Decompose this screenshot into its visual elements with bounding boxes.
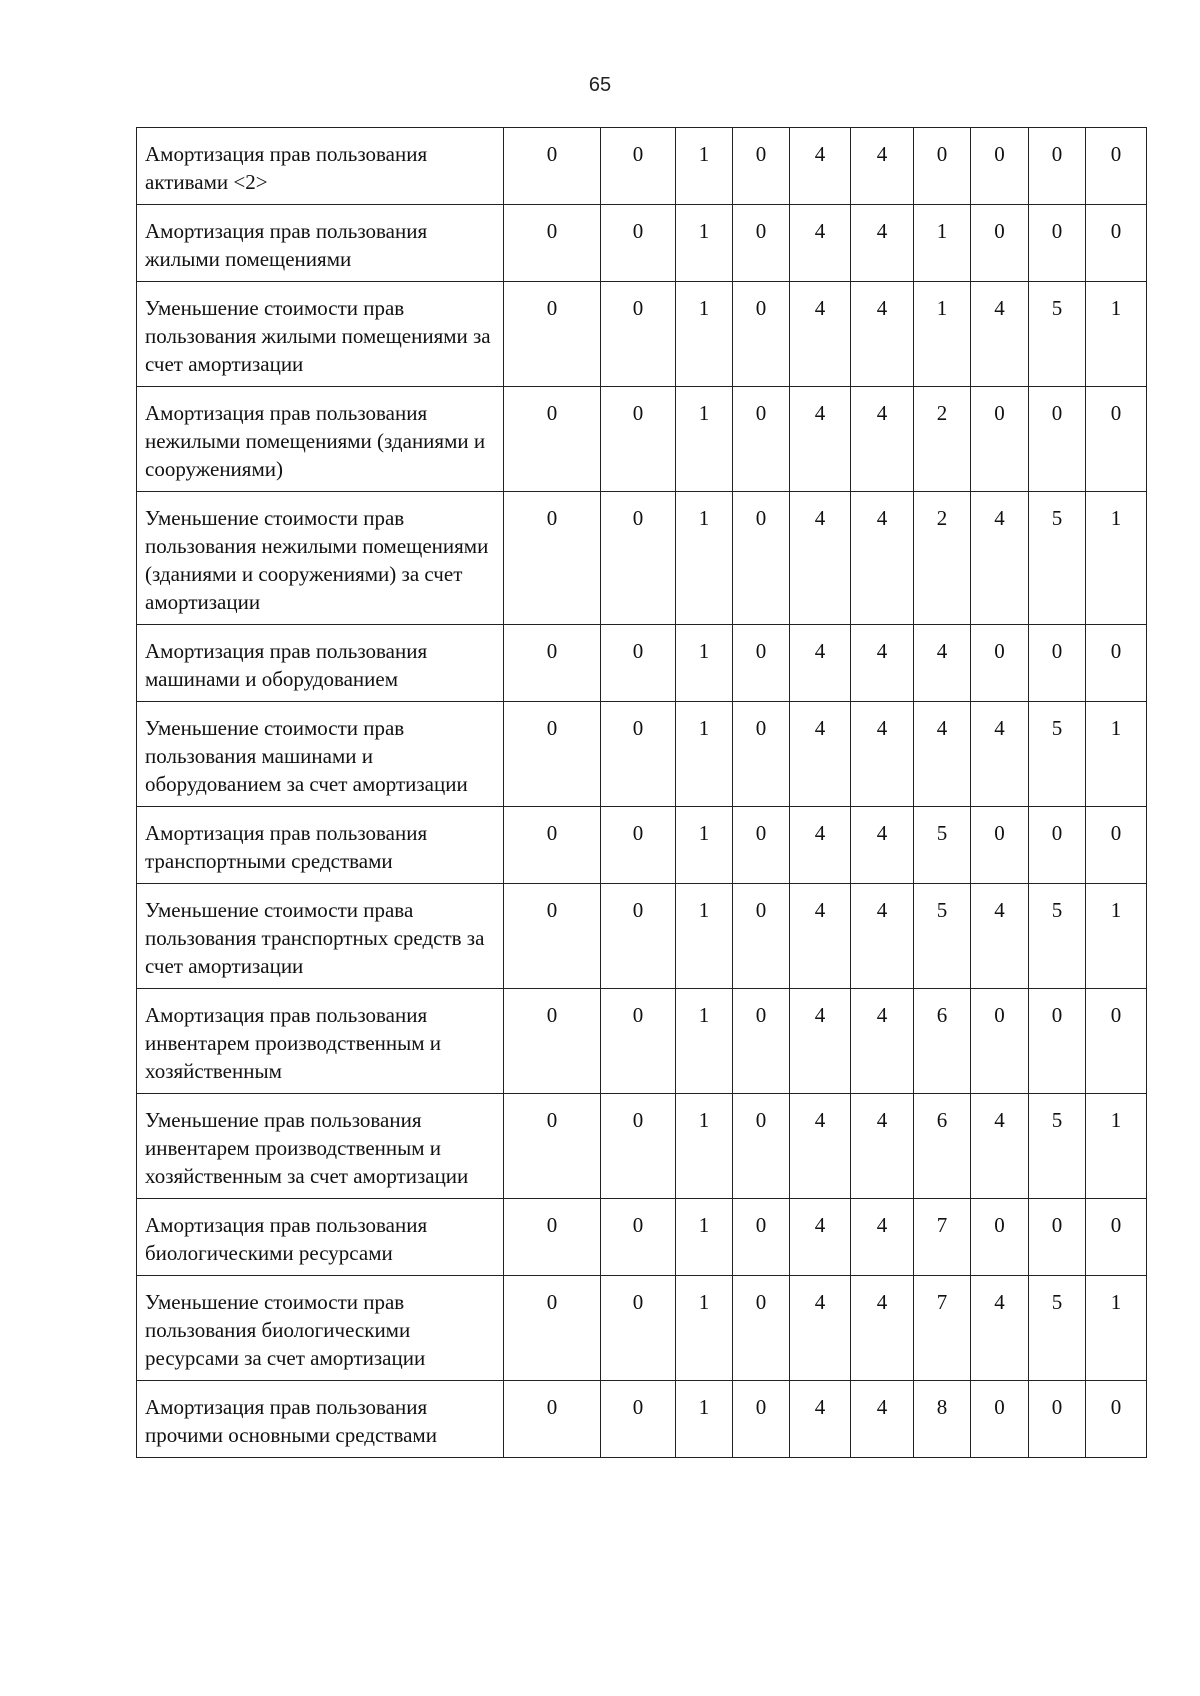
table-row: [137, 282, 1147, 387]
code-digit-cell: 0: [971, 205, 1029, 282]
code-digit-cell: 4: [851, 205, 914, 282]
code-digit-cell: 5: [1029, 282, 1086, 387]
code-digit-cell: 0: [1029, 625, 1086, 702]
code-digit-cell: 4: [851, 128, 914, 205]
code-digit-cell: 0: [1086, 1199, 1147, 1276]
code-digit-cell: 4: [790, 884, 851, 989]
code-digit-cell: 4: [851, 1381, 914, 1458]
code-digit-cell: 0: [733, 1276, 790, 1381]
account-name-cell: Уменьшение стоимости прав пользования нежилыми помещениями (зданиями и сооружениями) за счет амортизации: [137, 492, 504, 625]
table-body: [137, 128, 1147, 1458]
code-digit-cell: 4: [851, 1094, 914, 1199]
code-digit-cell: 0: [601, 205, 676, 282]
code-digit-cell: 4: [971, 282, 1029, 387]
code-digit-cell: 0: [733, 492, 790, 625]
code-digit-cell: 8: [914, 1381, 971, 1458]
code-digit-cell: 0: [1086, 205, 1147, 282]
code-digit-cell: 0: [504, 387, 601, 492]
table-row: [137, 989, 1147, 1094]
code-digit-cell: 5: [914, 807, 971, 884]
code-digit-cell: 0: [971, 1199, 1029, 1276]
account-name-cell: Амортизация прав пользования активами <2>: [137, 128, 504, 205]
code-digit-cell: 4: [914, 625, 971, 702]
code-digit-cell: 0: [733, 884, 790, 989]
code-digit-cell: 4: [790, 282, 851, 387]
code-digit-cell: 1: [676, 387, 733, 492]
code-digit-cell: 6: [914, 1094, 971, 1199]
account-name-cell: Уменьшение стоимости прав пользования машинами и оборудованием за счет амортизации: [137, 702, 504, 807]
code-digit-cell: 7: [914, 1199, 971, 1276]
code-digit-cell: 0: [504, 1381, 601, 1458]
account-name-cell: Амортизация прав пользования инвентарем производственным и хозяйственным: [137, 989, 504, 1094]
code-digit-cell: 4: [790, 387, 851, 492]
code-digit-cell: 5: [1029, 1094, 1086, 1199]
code-digit-cell: 0: [601, 884, 676, 989]
code-digit-cell: 0: [504, 807, 601, 884]
code-digit-cell: 0: [733, 989, 790, 1094]
code-digit-cell: 4: [790, 625, 851, 702]
table-row: [137, 128, 1147, 205]
code-digit-cell: 0: [601, 128, 676, 205]
account-name-cell: Уменьшение прав пользования инвентарем производственным и хозяйственным за счет амортизации: [137, 1094, 504, 1199]
code-digit-cell: 4: [971, 1094, 1029, 1199]
code-digit-cell: 0: [504, 1276, 601, 1381]
code-digit-cell: 5: [1029, 492, 1086, 625]
code-digit-cell: 2: [914, 387, 971, 492]
table-row: [137, 1381, 1147, 1458]
code-digit-cell: 0: [733, 205, 790, 282]
code-digit-cell: 4: [790, 1276, 851, 1381]
code-digit-cell: 1: [676, 1276, 733, 1381]
code-digit-cell: 2: [914, 492, 971, 625]
table-row: [137, 702, 1147, 807]
code-digit-cell: 5: [914, 884, 971, 989]
code-digit-cell: 0: [504, 1094, 601, 1199]
table-row: [137, 387, 1147, 492]
code-digit-cell: 1: [1086, 492, 1147, 625]
page-number: 65: [588, 74, 612, 96]
account-name-cell: Уменьшение стоимости прав пользования жилыми помещениями за счет амортизации: [137, 282, 504, 387]
code-digit-cell: 5: [1029, 1276, 1086, 1381]
code-digit-cell: 0: [504, 1199, 601, 1276]
table-row: [137, 492, 1147, 625]
code-digit-cell: 0: [504, 128, 601, 205]
code-digit-cell: 0: [733, 1381, 790, 1458]
code-digit-cell: 0: [733, 1199, 790, 1276]
code-digit-cell: 0: [504, 625, 601, 702]
code-digit-cell: 0: [1029, 989, 1086, 1094]
code-digit-cell: 4: [790, 1094, 851, 1199]
code-digit-cell: 1: [1086, 1094, 1147, 1199]
code-digit-cell: 4: [851, 807, 914, 884]
code-digit-cell: 5: [1029, 702, 1086, 807]
account-name-cell: Амортизация прав пользования биологическими ресурсами: [137, 1199, 504, 1276]
code-digit-cell: 0: [601, 1381, 676, 1458]
code-digit-cell: 0: [601, 282, 676, 387]
code-digit-cell: 0: [504, 492, 601, 625]
code-digit-cell: 4: [851, 1199, 914, 1276]
code-digit-cell: 5: [1029, 884, 1086, 989]
code-digit-cell: 1: [1086, 702, 1147, 807]
code-digit-cell: 0: [733, 625, 790, 702]
code-digit-cell: 4: [790, 702, 851, 807]
account-name-cell: Амортизация прав пользования нежилыми помещениями (зданиями и сооружениями): [137, 387, 504, 492]
code-digit-cell: 0: [504, 702, 601, 807]
code-digit-cell: 0: [1086, 807, 1147, 884]
code-digit-cell: 1: [676, 702, 733, 807]
code-digit-cell: 0: [733, 282, 790, 387]
code-digit-cell: 0: [601, 1094, 676, 1199]
code-digit-cell: 0: [1029, 1199, 1086, 1276]
code-digit-cell: 0: [1086, 387, 1147, 492]
code-digit-cell: 4: [971, 884, 1029, 989]
code-digit-cell: 1: [676, 1199, 733, 1276]
table-row: [137, 1199, 1147, 1276]
account-name-cell: Амортизация прав пользования машинами и оборудованием: [137, 625, 504, 702]
code-digit-cell: 0: [504, 884, 601, 989]
code-digit-cell: 0: [1029, 387, 1086, 492]
code-digit-cell: 1: [676, 625, 733, 702]
code-digit-cell: 4: [851, 625, 914, 702]
code-digit-cell: 1: [1086, 1276, 1147, 1381]
code-digit-cell: 0: [601, 702, 676, 807]
table-row: [137, 205, 1147, 282]
code-digit-cell: 4: [790, 128, 851, 205]
code-digit-cell: 1: [676, 989, 733, 1094]
code-digit-cell: 4: [790, 205, 851, 282]
code-digit-cell: 0: [1029, 807, 1086, 884]
code-digit-cell: 1: [676, 1381, 733, 1458]
account-name-cell: Уменьшение стоимости права пользования транспортных средств за счет амортизации: [137, 884, 504, 989]
code-digit-cell: 4: [971, 702, 1029, 807]
code-digit-cell: 0: [601, 492, 676, 625]
code-digit-cell: 4: [914, 702, 971, 807]
code-digit-cell: 4: [851, 884, 914, 989]
code-digit-cell: 0: [733, 128, 790, 205]
code-digit-cell: 4: [851, 989, 914, 1094]
code-digit-cell: 4: [971, 492, 1029, 625]
code-digit-cell: 4: [851, 387, 914, 492]
code-digit-cell: 6: [914, 989, 971, 1094]
account-name-cell: Амортизация прав пользования прочими основными средствами: [137, 1381, 504, 1458]
code-digit-cell: 1: [1086, 282, 1147, 387]
code-digit-cell: 0: [1029, 205, 1086, 282]
code-digit-cell: 0: [1086, 1381, 1147, 1458]
code-digit-cell: 4: [851, 702, 914, 807]
code-digit-cell: 4: [790, 492, 851, 625]
code-digit-cell: 0: [601, 807, 676, 884]
code-digit-cell: 1: [914, 205, 971, 282]
code-digit-cell: 1: [676, 205, 733, 282]
code-digit-cell: 1: [676, 128, 733, 205]
code-digit-cell: 0: [504, 205, 601, 282]
code-digit-cell: 0: [601, 1199, 676, 1276]
code-digit-cell: 0: [971, 128, 1029, 205]
code-digit-cell: 0: [1086, 989, 1147, 1094]
code-digit-cell: 1: [676, 807, 733, 884]
code-digit-cell: 4: [790, 1381, 851, 1458]
code-digit-cell: 0: [1086, 625, 1147, 702]
table-row: [137, 807, 1147, 884]
code-digit-cell: 4: [851, 492, 914, 625]
table-row: [137, 884, 1147, 989]
account-name-cell: Амортизация прав пользования транспортными средствами: [137, 807, 504, 884]
account-code-table: [136, 127, 1147, 1458]
table-row: [137, 625, 1147, 702]
code-digit-cell: 0: [971, 989, 1029, 1094]
code-digit-cell: 0: [1029, 128, 1086, 205]
code-digit-cell: 4: [851, 282, 914, 387]
code-digit-cell: 0: [601, 1276, 676, 1381]
account-name-cell: Амортизация прав пользования жилыми помещениями: [137, 205, 504, 282]
code-digit-cell: 4: [790, 989, 851, 1094]
code-digit-cell: 4: [790, 1199, 851, 1276]
code-digit-cell: 4: [851, 1276, 914, 1381]
code-digit-cell: 0: [733, 1094, 790, 1199]
code-digit-cell: 4: [971, 1276, 1029, 1381]
code-digit-cell: 0: [504, 282, 601, 387]
code-digit-cell: 1: [676, 282, 733, 387]
code-digit-cell: 0: [733, 807, 790, 884]
table-row: [137, 1094, 1147, 1199]
code-digit-cell: 0: [1029, 1381, 1086, 1458]
code-digit-cell: 0: [601, 387, 676, 492]
code-digit-cell: 7: [914, 1276, 971, 1381]
code-digit-cell: 0: [601, 989, 676, 1094]
code-digit-cell: 1: [676, 492, 733, 625]
code-digit-cell: 0: [504, 989, 601, 1094]
code-digit-cell: 0: [971, 387, 1029, 492]
code-digit-cell: 0: [1086, 128, 1147, 205]
code-digit-cell: 1: [1086, 884, 1147, 989]
code-digit-cell: 0: [971, 807, 1029, 884]
code-digit-cell: 1: [676, 884, 733, 989]
account-name-cell: Уменьшение стоимости прав пользования биологическими ресурсами за счет амортизации: [137, 1276, 504, 1381]
code-digit-cell: 0: [601, 625, 676, 702]
code-digit-cell: 4: [790, 807, 851, 884]
code-digit-cell: 1: [914, 282, 971, 387]
table-row: [137, 1276, 1147, 1381]
code-digit-cell: 0: [914, 128, 971, 205]
code-digit-cell: 0: [971, 625, 1029, 702]
code-digit-cell: 0: [733, 387, 790, 492]
code-digit-cell: 0: [971, 1381, 1029, 1458]
code-digit-cell: 0: [733, 702, 790, 807]
code-digit-cell: 1: [676, 1094, 733, 1199]
